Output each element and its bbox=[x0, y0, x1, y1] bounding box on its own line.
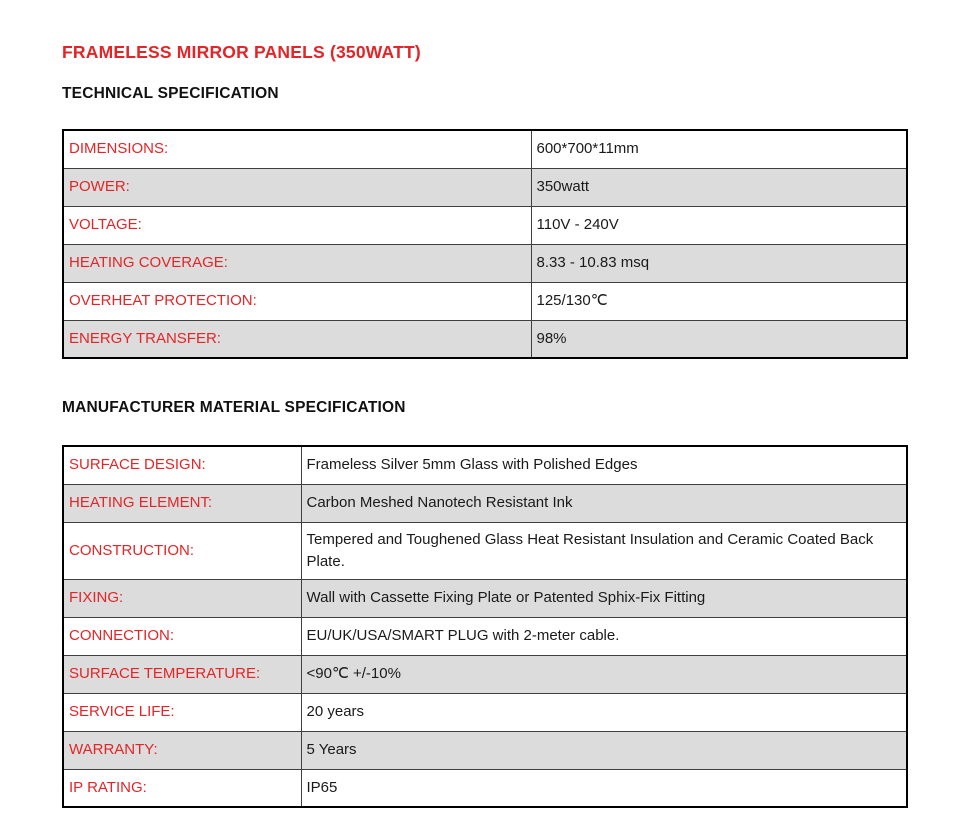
spec-value: 350watt bbox=[531, 168, 907, 206]
table-row bbox=[63, 617, 907, 655]
table-row bbox=[63, 693, 907, 731]
spec-value: Frameless Silver 5mm Glass with Polished Edges bbox=[301, 446, 907, 484]
spec-label: SERVICE LIFE: bbox=[63, 693, 301, 731]
spec-value: 8.33 - 10.83 msq bbox=[531, 244, 907, 282]
table-row bbox=[63, 130, 907, 168]
spec-label: ENERGY TRANSFER: bbox=[63, 320, 531, 358]
table-row bbox=[63, 282, 907, 320]
spec-value: 600*700*11mm bbox=[531, 130, 907, 168]
table-row bbox=[63, 168, 907, 206]
spec-label: CONSTRUCTION: bbox=[63, 522, 301, 579]
spec-label: OVERHEAT PROTECTION: bbox=[63, 282, 531, 320]
spec-value: 125/130℃ bbox=[531, 282, 907, 320]
spec-label: HEATING ELEMENT: bbox=[63, 484, 301, 522]
technical-spec-table bbox=[62, 129, 908, 359]
table-row bbox=[63, 244, 907, 282]
table-row bbox=[63, 731, 907, 769]
spec-value: Carbon Meshed Nanotech Resistant Ink bbox=[301, 484, 907, 522]
spec-value: <90℃ +/-10% bbox=[301, 655, 907, 693]
spec-label: IP RATING: bbox=[63, 769, 301, 807]
spec-label: VOLTAGE: bbox=[63, 206, 531, 244]
spec-value: IP65 bbox=[301, 769, 907, 807]
section-heading-material: MANUFACTURER MATERIAL SPECIFICATION bbox=[62, 399, 406, 416]
spec-label: SURFACE DESIGN: bbox=[63, 446, 301, 484]
table-row bbox=[63, 522, 907, 579]
section-heading-technical: TECHNICAL SPECIFICATION bbox=[62, 85, 279, 102]
spec-label: HEATING COVERAGE: bbox=[63, 244, 531, 282]
table-row bbox=[63, 446, 907, 484]
table-row bbox=[63, 320, 907, 358]
spec-value: 110V - 240V bbox=[531, 206, 907, 244]
spec-value: Tempered and Toughened Glass Heat Resistant Insulation and Ceramic Coated Back Plate. bbox=[301, 522, 907, 579]
page-title: FRAMELESS MIRROR PANELS (350WATT) bbox=[62, 42, 421, 62]
spec-value: Wall with Cassette Fixing Plate or Patented Sphix-Fix Fitting bbox=[301, 579, 907, 617]
spec-value: 98% bbox=[531, 320, 907, 358]
spec-value: 20 years bbox=[301, 693, 907, 731]
material-spec-table bbox=[62, 445, 908, 808]
spec-label: DIMENSIONS: bbox=[63, 130, 531, 168]
spec-label: POWER: bbox=[63, 168, 531, 206]
table-row bbox=[63, 206, 907, 244]
spec-label: CONNECTION: bbox=[63, 617, 301, 655]
table-row bbox=[63, 769, 907, 807]
spec-value: EU/UK/USA/SMART PLUG with 2-meter cable. bbox=[301, 617, 907, 655]
spec-label: SURFACE TEMPERATURE: bbox=[63, 655, 301, 693]
table-row bbox=[63, 484, 907, 522]
spec-label: FIXING: bbox=[63, 579, 301, 617]
spec-label: WARRANTY: bbox=[63, 731, 301, 769]
table-row bbox=[63, 655, 907, 693]
table-row bbox=[63, 579, 907, 617]
spec-value: 5 Years bbox=[301, 731, 907, 769]
